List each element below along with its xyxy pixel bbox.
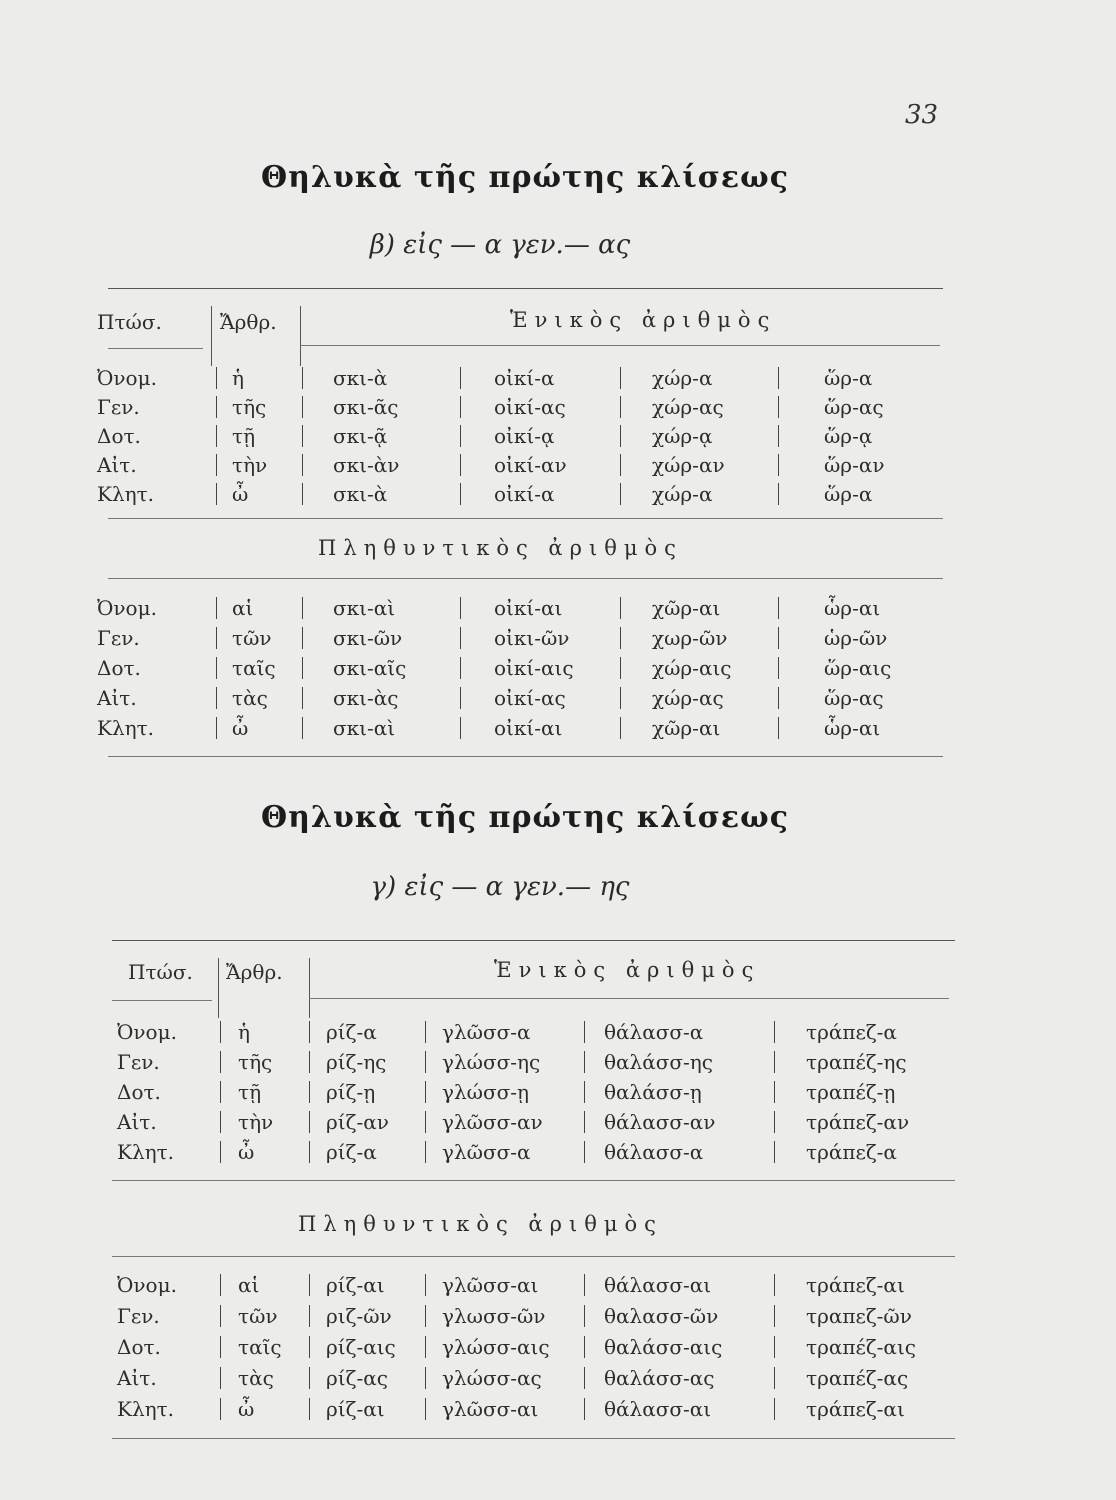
form-cell: οἰκί-α: [494, 366, 555, 390]
column-divider: [584, 1367, 585, 1389]
form-cell: σκι-ᾷ: [333, 424, 388, 448]
column-divider: [460, 425, 461, 447]
section-b-header-underline: [108, 348, 203, 349]
column-divider: [220, 1367, 221, 1389]
form-cell: οἰκί-αι: [494, 596, 563, 620]
form-cell: χώρ-ας: [652, 395, 724, 419]
section-b-header-case: Πτώσ.: [97, 310, 162, 334]
table-row: [0, 1137, 1116, 1167]
column-divider: [620, 454, 621, 476]
column-divider: [425, 1367, 426, 1389]
column-divider: [216, 597, 217, 619]
section-c-header-article: Ἄρθρ.: [226, 960, 283, 984]
form-cell: οἰκί-αις: [494, 656, 574, 680]
column-divider: [460, 597, 461, 619]
article-cell: ταῖς: [238, 1335, 282, 1359]
case-label: Γεν.: [117, 1050, 160, 1074]
case-label: Γεν.: [97, 395, 140, 419]
form-cell: ὥρ-αις: [824, 656, 892, 680]
column-divider: [460, 396, 461, 418]
column-divider: [216, 687, 217, 709]
form-cell: οἰκι-ῶν: [494, 626, 570, 650]
column-divider: [220, 1021, 221, 1043]
article-cell: τὴν: [238, 1110, 274, 1134]
column-divider: [774, 1336, 775, 1358]
case-label: Δοτ.: [117, 1335, 161, 1359]
column-divider: [216, 657, 217, 679]
column-divider: [302, 425, 303, 447]
section-b-header-underline: [300, 345, 940, 346]
form-cell: ρίζ-ης: [326, 1050, 387, 1074]
form-cell: θαλάσσ-αις: [604, 1335, 723, 1359]
column-divider: [220, 1336, 221, 1358]
column-divider: [216, 367, 217, 389]
column-divider: [302, 454, 303, 476]
column-divider: [425, 1021, 426, 1043]
column-divider: [425, 1336, 426, 1358]
column-divider: [302, 687, 303, 709]
column-divider: [774, 1021, 775, 1043]
form-cell: τραπέζ-ης: [806, 1050, 907, 1074]
case-label: Ὀνομ.: [117, 1020, 177, 1044]
table-row: [0, 421, 1116, 451]
column-divider: [309, 1141, 310, 1163]
form-cell: σκι-ὰ: [333, 482, 388, 506]
column-divider: [620, 367, 621, 389]
column-divider: [584, 1021, 585, 1043]
case-label: Κλητ.: [117, 1140, 175, 1164]
article-cell: τῆς: [238, 1050, 273, 1074]
section-c-subtitle: γ) εἰς — α γεν.— ης: [370, 872, 630, 902]
table-row: [0, 1047, 1116, 1077]
column-divider: [309, 1367, 310, 1389]
section-b-title: Θηλυκὰ τῆς πρώτης κλίσεως: [261, 160, 789, 195]
form-cell: ὥρ-ᾳ: [824, 424, 873, 448]
column-divider: [216, 396, 217, 418]
page-number: 33: [905, 100, 939, 130]
section-b-header-divider: [211, 306, 212, 366]
column-divider: [620, 627, 621, 649]
article-cell: τὴν: [232, 453, 268, 477]
form-cell: ὥρ-αν: [824, 453, 885, 477]
table-row: [0, 1017, 1116, 1047]
article-cell: τῇ: [232, 424, 256, 448]
section-b-header-divider: [300, 306, 301, 366]
form-cell: σκι-ᾶς: [333, 395, 399, 419]
column-divider: [774, 1051, 775, 1073]
form-cell: σκι-ῶν: [333, 626, 403, 650]
form-cell: θάλασσ-α: [604, 1020, 704, 1044]
column-divider: [778, 657, 779, 679]
article-cell: ὦ: [232, 716, 249, 740]
section-b-plural-header: Πληθυντικὸς ἀριθμὸς: [318, 536, 683, 560]
column-divider: [220, 1274, 221, 1296]
column-divider: [460, 717, 461, 739]
column-divider: [425, 1305, 426, 1327]
form-cell: θαλασσ-ῶν: [604, 1304, 719, 1328]
column-divider: [425, 1274, 426, 1296]
article-cell: ὦ: [238, 1140, 255, 1164]
column-divider: [460, 454, 461, 476]
form-cell: ὥρ-ας: [824, 395, 884, 419]
section-c-header-underline: [309, 998, 949, 999]
form-cell: σκι-ὰ: [333, 366, 388, 390]
form-cell: τραπέζ-ας: [806, 1366, 909, 1390]
column-divider: [220, 1398, 221, 1420]
column-divider: [778, 396, 779, 418]
form-cell: θαλάσσ-ῃ: [604, 1080, 702, 1104]
column-divider: [302, 657, 303, 679]
article-cell: τῇ: [238, 1080, 262, 1104]
column-divider: [309, 1111, 310, 1133]
form-cell: γλῶσσ-αν: [442, 1110, 543, 1134]
column-divider: [774, 1274, 775, 1296]
form-cell: θαλάσσ-ης: [604, 1050, 713, 1074]
column-divider: [216, 717, 217, 739]
column-divider: [220, 1111, 221, 1133]
form-cell: χωρ-ῶν: [652, 626, 728, 650]
column-divider: [584, 1336, 585, 1358]
table-row: [0, 593, 1116, 623]
column-divider: [778, 597, 779, 619]
form-cell: γλωσσ-ῶν: [442, 1304, 546, 1328]
column-divider: [774, 1367, 775, 1389]
column-divider: [425, 1141, 426, 1163]
form-cell: γλώσσ-ης: [442, 1050, 541, 1074]
column-divider: [302, 483, 303, 505]
column-divider: [425, 1081, 426, 1103]
section-b-header-article: Ἄρθρ.: [220, 310, 277, 334]
column-divider: [584, 1141, 585, 1163]
form-cell: ρίζ-ας: [326, 1366, 388, 1390]
section-c-mid-rule: [112, 1180, 955, 1181]
column-divider: [216, 483, 217, 505]
article-cell: ταῖς: [232, 656, 276, 680]
column-divider: [778, 483, 779, 505]
article-cell: ἡ: [232, 366, 244, 390]
table-row: [0, 1363, 1116, 1393]
case-label: Δοτ.: [97, 424, 141, 448]
form-cell: ρίζ-α: [326, 1140, 377, 1164]
section-b-top-rule: [108, 288, 943, 289]
form-cell: οἰκί-ᾳ: [494, 424, 555, 448]
column-divider: [309, 1051, 310, 1073]
case-label: Γεν.: [117, 1304, 160, 1328]
form-cell: γλώσσ-ῃ: [442, 1080, 529, 1104]
section-b-subtitle: β) εἰς — α γεν.— ας: [369, 230, 631, 260]
section-c-plural-header: Πληθυντικὸς ἀριθμὸς: [298, 1212, 663, 1236]
column-divider: [220, 1081, 221, 1103]
column-divider: [460, 627, 461, 649]
section-c-title: Θηλυκὰ τῆς πρώτης κλίσεως: [261, 800, 789, 835]
form-cell: τράπεζ-αι: [806, 1273, 905, 1297]
table-row: [0, 1301, 1116, 1331]
form-cell: ρίζ-αι: [326, 1397, 385, 1421]
form-cell: οἰκί-αν: [494, 453, 567, 477]
article-cell: ὦ: [232, 482, 249, 506]
column-divider: [778, 367, 779, 389]
form-cell: τράπεζ-αι: [806, 1397, 905, 1421]
form-cell: ὧρ-αι: [824, 596, 881, 620]
column-divider: [460, 483, 461, 505]
form-cell: σκι-αὶ: [333, 596, 396, 620]
section-c-bottom-rule: [112, 1438, 955, 1439]
section-c-header-divider: [309, 958, 310, 1018]
table-row: [0, 1332, 1116, 1362]
column-divider: [309, 1274, 310, 1296]
form-cell: τραπέζ-αις: [806, 1335, 916, 1359]
form-cell: τράπεζ-αν: [806, 1110, 910, 1134]
column-divider: [778, 425, 779, 447]
section-c-top-rule: [112, 940, 955, 941]
form-cell: ριζ-ῶν: [326, 1304, 392, 1328]
form-cell: γλῶσσ-αι: [442, 1397, 539, 1421]
case-label: Δοτ.: [117, 1080, 161, 1104]
article-cell: τῶν: [238, 1304, 278, 1328]
article-cell: τῆς: [232, 395, 267, 419]
column-divider: [774, 1305, 775, 1327]
column-divider: [620, 425, 621, 447]
form-cell: ρίζ-αν: [326, 1110, 389, 1134]
case-label: Αἰτ.: [117, 1366, 157, 1390]
form-cell: σκι-αῖς: [333, 656, 407, 680]
column-divider: [309, 1336, 310, 1358]
column-divider: [425, 1398, 426, 1420]
column-divider: [309, 1021, 310, 1043]
case-label: Αἰτ.: [117, 1110, 157, 1134]
article-cell: ἡ: [238, 1020, 250, 1044]
column-divider: [778, 717, 779, 739]
table-row: [0, 392, 1116, 422]
column-divider: [220, 1141, 221, 1163]
table-row: [0, 1270, 1116, 1300]
section-c-header-underline: [112, 1000, 212, 1001]
column-divider: [309, 1305, 310, 1327]
column-divider: [620, 396, 621, 418]
form-cell: θάλασσ-αι: [604, 1397, 712, 1421]
form-cell: τραπεζ-ῶν: [806, 1304, 912, 1328]
column-divider: [309, 1398, 310, 1420]
form-cell: χώρ-ας: [652, 686, 724, 710]
column-divider: [302, 717, 303, 739]
form-cell: γλῶσσ-α: [442, 1020, 531, 1044]
column-divider: [778, 627, 779, 649]
table-row: [0, 713, 1116, 743]
column-divider: [774, 1398, 775, 1420]
column-divider: [302, 367, 303, 389]
column-divider: [584, 1051, 585, 1073]
form-cell: ρίζ-ῃ: [326, 1080, 376, 1104]
table-row: [0, 623, 1116, 653]
section-b-plural-rule: [108, 578, 943, 579]
form-cell: ρίζ-αι: [326, 1273, 385, 1297]
column-divider: [584, 1081, 585, 1103]
form-cell: τράπεζ-α: [806, 1140, 897, 1164]
form-cell: οἰκί-αι: [494, 716, 563, 740]
case-label: Αἰτ.: [97, 453, 137, 477]
form-cell: οἰκί-ας: [494, 395, 566, 419]
form-cell: γλῶσσ-αι: [442, 1273, 539, 1297]
column-divider: [309, 1081, 310, 1103]
section-c-header-divider: [218, 958, 219, 1018]
form-cell: θαλάσσ-ας: [604, 1366, 715, 1390]
article-cell: τὰς: [232, 686, 268, 710]
table-row: [0, 683, 1116, 713]
form-cell: σκι-αὶ: [333, 716, 396, 740]
table-row: [0, 450, 1116, 480]
section-b-bottom-rule: [108, 756, 943, 757]
form-cell: ὥρ-α: [824, 482, 873, 506]
case-label: Γεν.: [97, 626, 140, 650]
column-divider: [620, 687, 621, 709]
column-divider: [774, 1111, 775, 1133]
column-divider: [620, 597, 621, 619]
form-cell: ὧρ-αι: [824, 716, 881, 740]
article-cell: ὦ: [238, 1397, 255, 1421]
column-divider: [216, 425, 217, 447]
form-cell: οἰκί-ας: [494, 686, 566, 710]
form-cell: τράπεζ-α: [806, 1020, 897, 1044]
section-c-plural-rule: [112, 1256, 955, 1257]
form-cell: ρίζ-α: [326, 1020, 377, 1044]
column-divider: [620, 657, 621, 679]
form-cell: ὥρ-ας: [824, 686, 884, 710]
column-divider: [620, 483, 621, 505]
table-row: [0, 1394, 1116, 1424]
article-cell: τῶν: [232, 626, 272, 650]
form-cell: χώρ-αις: [652, 656, 732, 680]
form-cell: σκι-ὰν: [333, 453, 400, 477]
form-cell: θάλασσ-α: [604, 1140, 704, 1164]
section-c-header-singular: Ἑνικὸς ἀριθμὸς: [494, 958, 761, 982]
form-cell: χῶρ-αι: [652, 716, 721, 740]
form-cell: ρίζ-αις: [326, 1335, 396, 1359]
column-divider: [460, 657, 461, 679]
column-divider: [460, 367, 461, 389]
column-divider: [425, 1111, 426, 1133]
column-divider: [778, 454, 779, 476]
case-label: Κλητ.: [97, 482, 155, 506]
column-divider: [778, 687, 779, 709]
form-cell: οἰκί-α: [494, 482, 555, 506]
form-cell: θάλασσ-αν: [604, 1110, 716, 1134]
column-divider: [584, 1111, 585, 1133]
column-divider: [584, 1398, 585, 1420]
case-label: Αἰτ.: [97, 686, 137, 710]
case-label: Κλητ.: [97, 716, 155, 740]
table-row: [0, 653, 1116, 683]
column-divider: [774, 1141, 775, 1163]
form-cell: χώρ-α: [652, 366, 713, 390]
form-cell: γλώσσ-αις: [442, 1335, 550, 1359]
table-row: [0, 1077, 1116, 1107]
section-b-header-singular: Ἑνικὸς ἀριθμὸς: [510, 308, 777, 332]
form-cell: ὥρ-α: [824, 366, 873, 390]
column-divider: [220, 1051, 221, 1073]
case-label: Ὀνομ.: [97, 366, 157, 390]
column-divider: [620, 717, 621, 739]
table-row: [0, 479, 1116, 509]
article-cell: αἱ: [238, 1273, 260, 1297]
column-divider: [216, 454, 217, 476]
case-label: Ὀνομ.: [97, 596, 157, 620]
case-label: Δοτ.: [97, 656, 141, 680]
column-divider: [302, 597, 303, 619]
column-divider: [216, 627, 217, 649]
form-cell: χώρ-αν: [652, 453, 725, 477]
article-cell: τὰς: [238, 1366, 274, 1390]
case-label: Κλητ.: [117, 1397, 175, 1421]
table-row: [0, 363, 1116, 393]
form-cell: ὡρ-ῶν: [824, 626, 888, 650]
form-cell: θάλασσ-αι: [604, 1273, 712, 1297]
column-divider: [774, 1081, 775, 1103]
form-cell: χῶρ-αι: [652, 596, 721, 620]
section-b-mid-rule: [108, 518, 943, 519]
column-divider: [584, 1274, 585, 1296]
column-divider: [425, 1051, 426, 1073]
form-cell: χώρ-ᾳ: [652, 424, 713, 448]
column-divider: [460, 687, 461, 709]
form-cell: τραπέζ-ῃ: [806, 1080, 896, 1104]
section-c-header-case: Πτώσ.: [128, 960, 193, 984]
column-divider: [584, 1305, 585, 1327]
column-divider: [220, 1305, 221, 1327]
case-label: Ὀνομ.: [117, 1273, 177, 1297]
table-row: [0, 1107, 1116, 1137]
column-divider: [302, 396, 303, 418]
form-cell: γλώσσ-ας: [442, 1366, 542, 1390]
column-divider: [302, 627, 303, 649]
form-cell: γλῶσσ-α: [442, 1140, 531, 1164]
form-cell: σκι-ὰς: [333, 686, 399, 710]
article-cell: αἱ: [232, 596, 254, 620]
form-cell: χώρ-α: [652, 482, 713, 506]
